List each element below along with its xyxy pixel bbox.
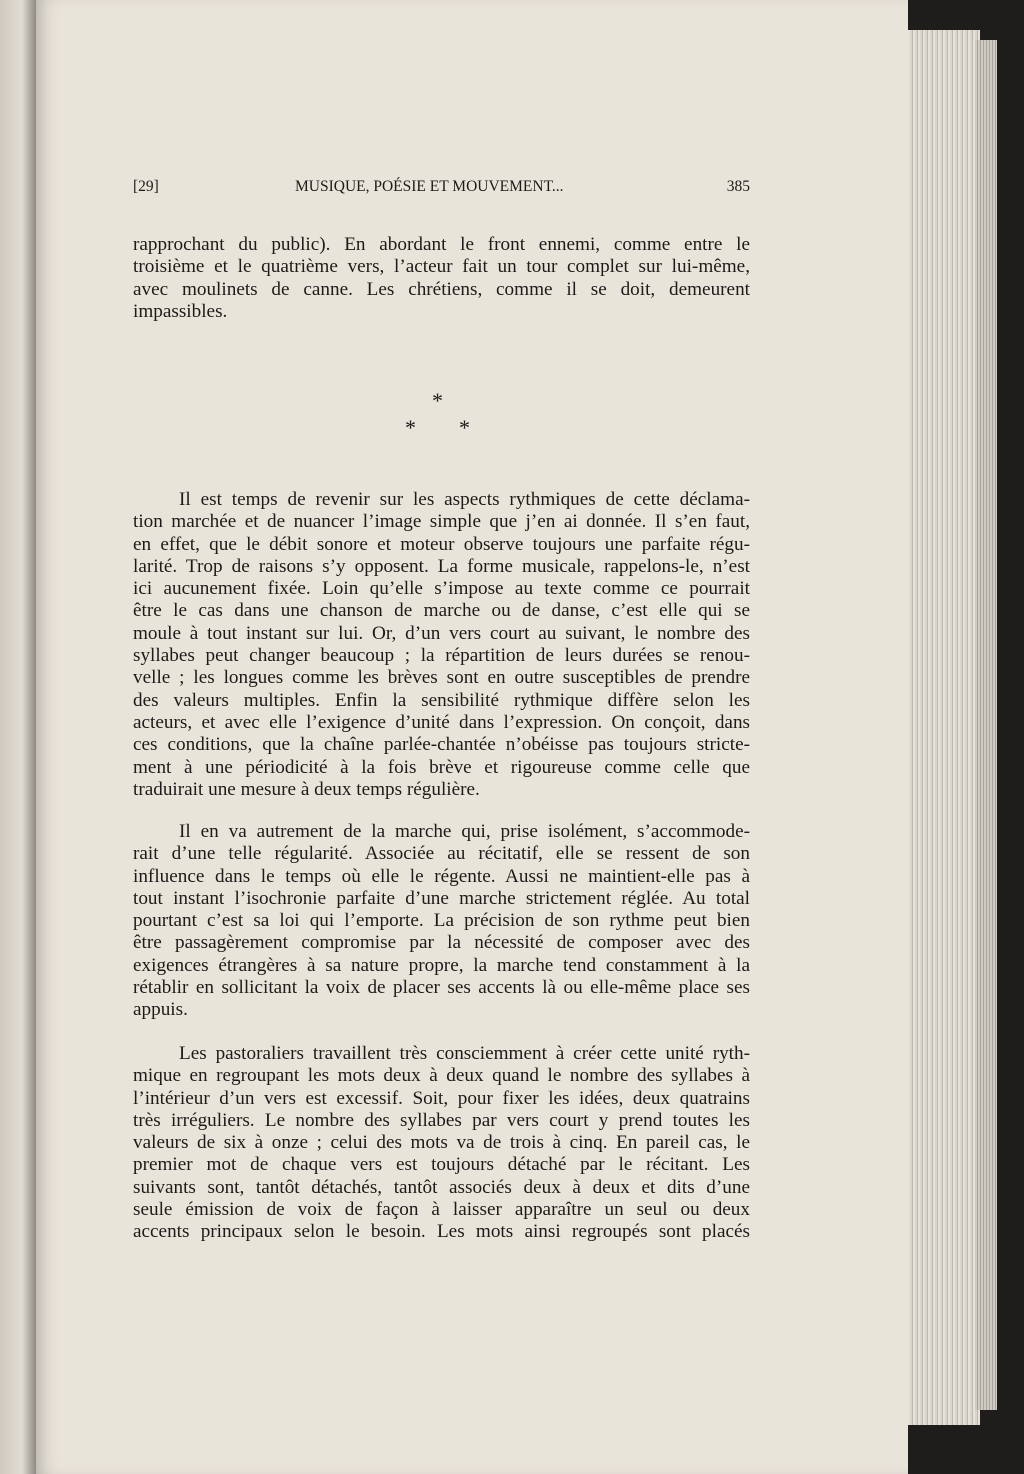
- text-line: moule à tout instant sur lui. Or, d’un vers court au suivant, le nombre des: [133, 622, 750, 644]
- text-line: tion marchée et de nuancer l’image simple que j’en ai donnée. Il s’en faut,: [133, 511, 750, 533]
- paragraph-2: [133, 489, 750, 801]
- text-line: être le cas dans une chanson de marche ou de danse, c’est elle qui se: [133, 600, 750, 622]
- text-line: syllabes peut changer beaucoup ; la répartition de leurs durées se renou-: [133, 645, 750, 667]
- text-line: ment à une périodicité à la fois brève et rigoureuse comme celle que: [133, 756, 750, 778]
- text-line: premier mot de chaque vers est toujours détaché par le récitant. Les: [133, 1154, 750, 1176]
- text-line: valeurs de six à onze ; celui des mots va de trois à cinq. En pareil cas, le: [133, 1132, 750, 1154]
- separator-star: *: [432, 388, 443, 413]
- text-line: troisième et le quatrième vers, l’acteur fait un tour complet sur lui-même,: [133, 256, 750, 278]
- text-line: influence dans le temps où elle le régente. Aussi ne maintient-elle pas à: [133, 865, 750, 887]
- text-line: impassibles.: [133, 300, 228, 322]
- paragraph-1: [133, 234, 750, 323]
- text-line: des valeurs multiples. Enfin la sensibilité rythmique diffère selon les: [133, 689, 750, 711]
- running-header: [133, 178, 750, 198]
- text-line: ces conditions, que la chaîne parlée-chantée n’obéisse pas toujours stricte-: [133, 734, 750, 756]
- paragraph-3: [133, 821, 750, 1022]
- text-line: seule émission de voix de façon à laisser apparaître un seul ou deux: [133, 1199, 750, 1221]
- running-title: MUSIQUE, POÉSIE ET MOUVEMENT...: [295, 178, 564, 195]
- text-line: Il est temps de revenir sur les aspects rythmiques de cette déclama-: [179, 489, 750, 510]
- text-line: appuis.: [133, 999, 188, 1021]
- text-line: velle ; les longues comme les brèves sont en outre susceptibles de prendre: [133, 667, 750, 689]
- text-line: rétablir en sollicitant la voix de placer ses accents là ou elle-même place ses: [133, 977, 750, 999]
- text-line: acteurs, et avec elle l’exigence d’unité dans l’expression. On conçoit, dans: [133, 711, 750, 733]
- text-line: ici aucunement fixée. Loin qu’elle s’impose au texte comme ce pourrait: [133, 578, 750, 600]
- page-number: 385: [726, 178, 750, 195]
- text-line: être passagèrement compromise par la nécessité de composer avec des: [133, 932, 750, 954]
- text-line: suivants sont, tantôt détachés, tantôt associés deux à deux et dits d’une: [133, 1176, 750, 1198]
- text-line: Il en va autrement de la marche qui, prise isolément, s’accommode-: [179, 821, 750, 842]
- separator-star: *: [405, 415, 416, 440]
- text-line: rait d’une telle régularité. Associée au récitatif, elle se ressent de son: [133, 843, 750, 865]
- text-line: tout instant l’isochronie parfaite d’une marche strictement réglée. Au total: [133, 887, 750, 909]
- facing-page-edge: [0, 0, 36, 1474]
- text-line: larité. Trop de raisons s’y opposent. La forme musicale, rappelons-le, n’est: [133, 555, 750, 577]
- page-stack-edges-outer: [975, 40, 997, 1410]
- page-stack-edges: [905, 30, 980, 1425]
- paragraph-4: [133, 1043, 750, 1244]
- text-line: rapprochant du public). En abordant le front ennemi, comme entre le: [133, 234, 750, 255]
- text-line: très irréguliers. Le nombre des syllabes par vers court y prend toutes les: [133, 1109, 750, 1131]
- text-line: Les pastoraliers travaillent très consciemment à créer cette unité ryth-: [179, 1043, 750, 1064]
- text-line: mique en regroupant les mots deux à deux quand le nombre des syllabes à: [133, 1065, 750, 1087]
- separator-star: *: [459, 415, 470, 440]
- text-line: l’intérieur d’un vers est excessif. Soit, pour fixer les idées, deux quatrains: [133, 1087, 750, 1109]
- text-line: traduirait une mesure à deux temps régulière.: [133, 778, 480, 800]
- text-line: pourtant c’est sa loi qui l’emporte. La précision de son rythme peut bien: [133, 910, 750, 932]
- text-line: accents principaux selon le besoin. Les mots ainsi regroupés sont placés: [133, 1221, 750, 1243]
- text-line: avec moulinets de canne. Les chrétiens, comme il se doit, demeurent: [133, 278, 750, 300]
- text-line: exigences étrangères à sa nature propre, la marche tend constamment à la: [133, 954, 750, 976]
- text-line: en effet, que le débit sonore et moteur observe toujours une parfaite régu-: [133, 533, 750, 555]
- section-number: [29]: [133, 178, 159, 195]
